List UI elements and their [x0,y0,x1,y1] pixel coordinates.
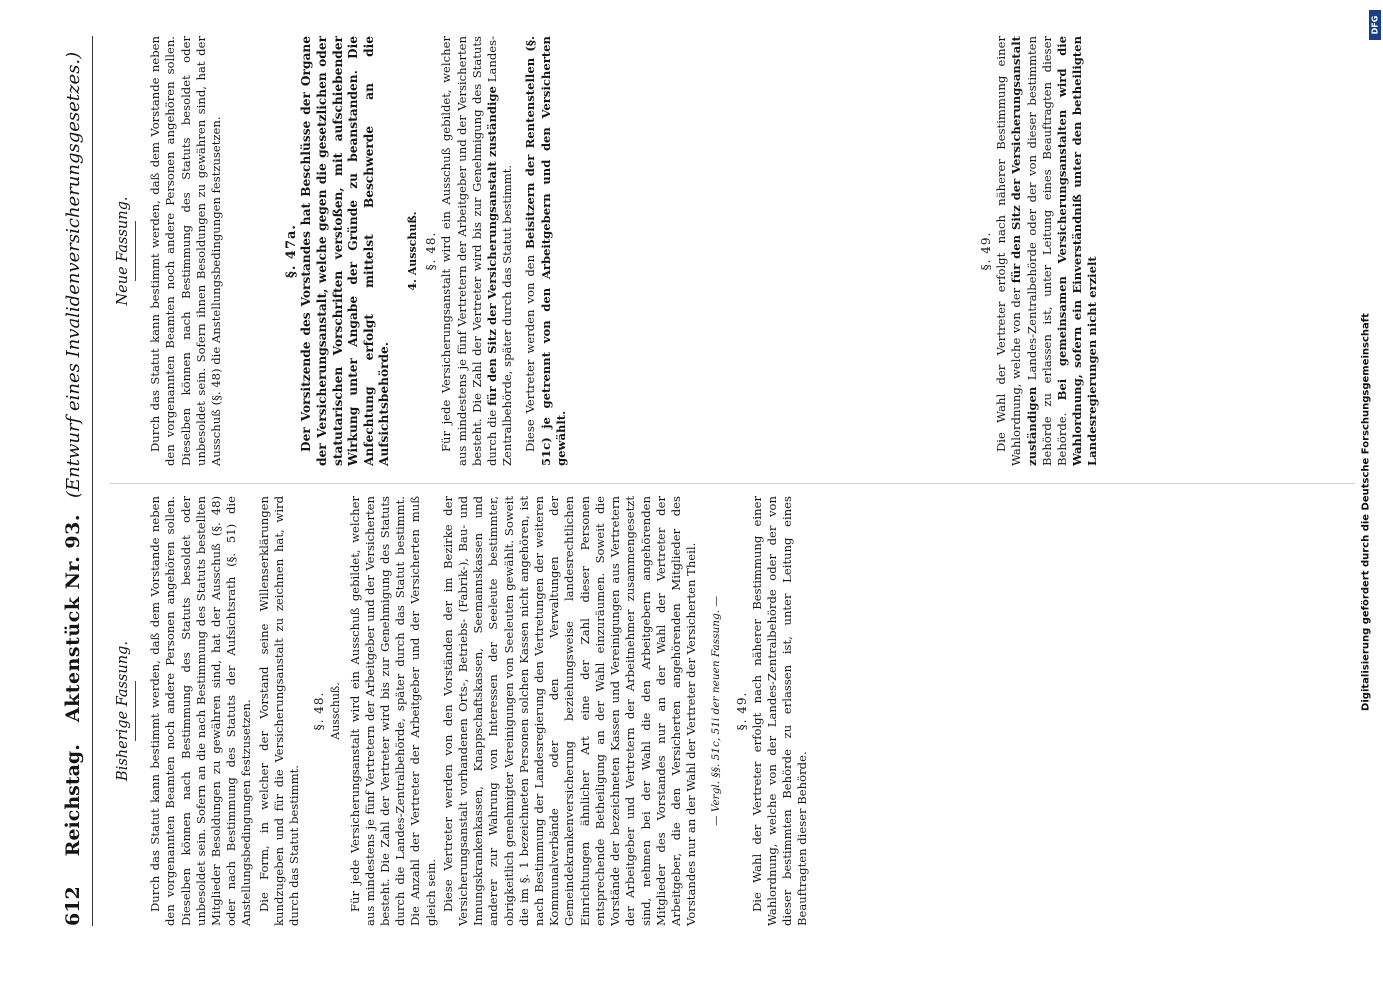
paragraph-amended: Der Vorsitzende des Vorstandes hat Beschlüsse der Organe der Versicherungsanstalt, welche gegen die gesetzlichen oder statutarischen Vorschriften verstoßen, mit aufschiebender Wirkung unter Angabe der Gründe zu beanstanden. Die Anfechtung erfolgt mittelst Beschwerde an die Aufsichtsbehörde. [299,36,392,466]
paragraph: Durch das Statut kann bestimmt werden, daß dem Vorstande neben den vorgenannten Beamten noch andere Personen angehören sollen. Dieselben können nach Bestimmung des Statuts besoldet oder unbesoldet sein. Sofern ihnen Besoldungen zu gewähren sind, hat der Ausschuß (§. 48) die Anstellungsbedingungen festzusetzen. [148,36,224,466]
paragraph: Durch das Statut kann bestimmt werden, daß dem Vorstande neben den vorgenannten Beamten noch andere Personen angehören sollen. Dieselben können nach Bestimmung des Statuts besoldet oder unbesoldet sein. Sofern an die nach Bestimmung des Statuts bestellten Mitglieder Besoldungen zu gewähren sind, hat der Ausschuß (§. 48) oder nach Bestimmung des Statuts der Aufsichtsrath (§. 51) die Anstellungsbedingungen festzusetzen. [148,496,254,926]
text-span: Die Wahl der Vertreter erfolgt nach näherer Bestimmung einer Wahlordnung, welche von der [994,36,1024,466]
paragraph: Die Form, in welcher der Vorstand seine Willenserklärungen kundzugeben und für die Versicherungsanstalt zu zeichnen hat, wird durch das Statut bestimmt. [256,496,302,926]
page-number: 612 [62,886,84,926]
section-number: §. 48. [424,231,439,271]
column-divider [110,483,1355,484]
section-number: §. 48. [312,691,327,731]
text-span: Landes-Zentralbehörde oder der von dieser bestimmten Behörde zu erlassen ist, unter Leitung eines Beauftragten dieser Behörde. [1024,35,1070,466]
funding-notice: Digitalisierung gefördert durch die Deutsche Forschungsgemeinschaft [1360,313,1372,711]
section-number: §. 49. [734,691,749,731]
amended-text: Beisitzern der Rentenstellen (§. 51c) je getrennt von den Arbeitgebern und den Versicherten gewählt. [523,35,568,466]
running-title: Reichstag. [62,744,84,857]
amended-text: für den Sitz der Versicherungsanstalt zuständige [485,86,499,406]
dfg-logo [1369,10,1381,40]
section-caption: Ausschuß. [329,682,343,740]
paragraph: Für jede Versicherungsanstalt wird ein Ausschuß gebildet, welcher aus mindestens je fünf Vertretern der Arbeitgeber und der Versicherten besteht. Die Zahl der Vertreter wird bis zur Genehmigung des Statuts durch die Landes-Zentralbehörde, später durch das Statut bestimmt. Die Anzahl der Vertreter der Arbeitgeber und der Versicherten muß gleich sein. [347,496,438,926]
paragraph [994,36,1100,466]
document-subtitle: (Entwurf eines Invalidenversicherungsgesetzes.) [63,51,84,499]
amended-text: für den Sitz der Versicherungsanstalt zuständigen [1009,36,1039,466]
dfg-logo-text: DFG [1370,15,1380,35]
heading-rule [135,221,136,281]
text-span: Für jede Versicherungsanstalt wird ein Ausschuß gebildet, welcher aus mindestens je fünf Vertretern der Arbeitgeber und der Versicherten besteht. Die Zahl der Vertreter wird bis zur Genehmigung des Statuts durch die [439,36,499,466]
document-number: Aktenstück Nr. 93. [62,514,84,723]
amended-text: Bei gemeinsamen Versicherungsanstalten wird die Wahlordnung, sofern ein Einverständniß unter den betheiligten Landesregierungen nicht erzielt [1055,36,1100,466]
paragraph [523,36,569,466]
running-head [62,36,93,926]
text-span: Diese Vertreter werden von den [523,254,538,452]
paragraph: Die Wahl der Vertreter erfolgt nach näherer Bestimmung einer Wahlordnung, welche von der Landes-Zentralbehörde oder der von dieser bestimmten Behörde zu erlassen ist, unter Leitung eines Beauftragten dieser Behörde. [749,496,810,926]
text-span: Landes-Zentralbehörde, später durch das Statut bestimmt. [485,36,515,466]
heading-rule [135,681,136,741]
section-number: §. 49. [979,231,994,271]
paragraph: Diese Vertreter werden von den Vorständen der im Bezirke der Versicherungsanstalt vorhandenen Orts-, Betriebs- (Fabrik-), Bau- und Innungskrankenkassen, Knappschaftskassen, Seemannskassen und anderer zur Wahrung von Interessen der Seeleute bestimmter, obrigkeitlich genehmigter Vereinigungen von Seeleuten gewählt. Soweit die im §. 1 bezeichneten Personen solchen Kassen nicht angehören, ist nach Bestimmung der Landesregierung den Vertretungen der weiteren Kommunalverbände oder den Verwaltungen der Gemeindekrankenversicherung beziehungsweise landesrechtlichen Einrichtungen ähnlicher Art eine der Zahl dieser Personen entsprechende Betheiligung an der Wahl einzuräumen. Soweit die Vorstände der bezeichneten Kassen und Vereinigungen aus Vertretern der Arbeitgeber und Vertretern der Arbeitnehmer zusammengesetzt sind, nehmen bei der Wahl die den Arbeitgebern angehörenden Mitglieder des Vorstandes nur an der Wahl der Vertreter der Arbeitgeber, die den Versicherten angehörenden Mitglieder des Vorstandes nur an der Wahl der Vertreter der Versicherten Theil. [440,496,699,926]
section-number: §. 47a. [284,224,300,278]
column-heading-previous: Bisherige Fassung. [115,641,131,781]
column-previous-version [110,496,813,926]
paragraph [439,36,515,466]
cross-reference-note: — Vergl. §§. 51c, 51i der neuen Fassung. — [710,596,723,826]
section-title: 4. Ausschuß. [405,211,419,291]
column-heading-new: Neue Fassung. [115,196,131,306]
column-new-version [110,36,1103,466]
